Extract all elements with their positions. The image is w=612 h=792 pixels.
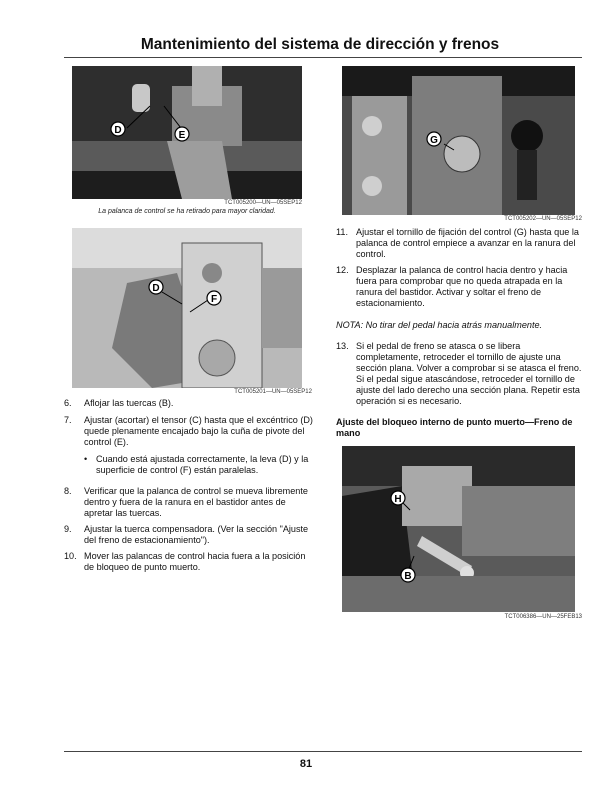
note: NOTA: No tirar del pedal hacia atrás manualmente. — [336, 320, 543, 330]
callout-f — [207, 291, 221, 305]
step-6: 6. Aflojar las tuercas (B). — [64, 398, 174, 408]
figure-3-callouts — [342, 66, 575, 215]
callout-h — [391, 491, 405, 505]
figure-1-callouts — [72, 66, 302, 199]
step-10: 10. Mover las palancas de control hacia fuera a la posición de bloqueo de punto muerto. — [64, 551, 306, 572]
section-heading: Ajuste del bloqueo interno de punto muerto—Freno de mano — [336, 417, 573, 438]
callout-b — [401, 568, 415, 582]
step-8: 8. Verificar que la palanca de control se mueva libremente dentro y fuera de la ranura en el bastidor antes de apretar las tuercas. — [64, 486, 308, 518]
svg-text:B: B — [404, 571, 412, 582]
step-7: 7. Ajustar (acortar) el tensor (C) hasta que el excéntrico (D) quede plenamente encajado bajo la cuña de pivote del control (E). — [64, 415, 313, 447]
svg-text:D: D — [152, 283, 160, 294]
callout-e — [175, 127, 189, 141]
svg-text:G: G — [430, 135, 438, 146]
step-9: 9. Ajustar la tuerca compensadora. (Ver la sección "Ajuste del freno de estacionamiento"). — [64, 524, 309, 545]
footer-rule — [64, 751, 582, 752]
page-number: 81 — [299, 758, 313, 770]
svg-text:F: F — [210, 294, 218, 305]
step-12: 12. Desplazar la palanca de control hacia dentro y hacia fuera para comprobar que no queda atrapada en la ranura del bastidor. Activar y soltar el freno de estacionamiento. — [336, 265, 568, 308]
figure-1-caption: La palanca de control se ha retirado para mayor claridad. — [98, 208, 276, 215]
figure-3-code: TCT005202—UN—05SEP12 — [504, 216, 582, 222]
svg-text:E: E — [178, 130, 186, 141]
step-11: 11. Ajustar el tornillo de fijación del control (G) hasta que la palanca de control empiece a avanzar en la ranura del control. — [336, 227, 579, 259]
bullet-note: • Cuando está ajustada correctamente, la leva (D) y la superficie de control (F) están paralelas. — [84, 454, 309, 475]
callout-d — [111, 122, 125, 136]
svg-text:H: H — [394, 494, 402, 505]
svg-text:D: D — [114, 125, 122, 136]
figure-2-callouts — [72, 228, 302, 388]
figure-4-callouts — [342, 446, 575, 612]
figure-1-code: TCT005200—UN—05SEP12 — [224, 200, 302, 206]
figure-4-code: TCT006386—UN—25FEB13 — [504, 614, 582, 620]
callout-g — [427, 132, 441, 146]
header-rule — [64, 57, 582, 58]
figure-2-code: TCT005201—UN—05SEP12 — [234, 389, 312, 395]
page-title: Mantenimiento del sistema de dirección y frenos — [140, 36, 500, 53]
callout-d — [149, 280, 163, 294]
step-13: 13. Si el pedal de freno se atasca o se libera completamente, retroceder el tornillo de ajuste una sección plana. Volver a comprobar si se atasca el freno. Si el pedal sigue atascándose, retroceder el tornillo de ajuste del lado derecho una sección plana. Repetir esta operación si es necesario. — [336, 341, 582, 406]
